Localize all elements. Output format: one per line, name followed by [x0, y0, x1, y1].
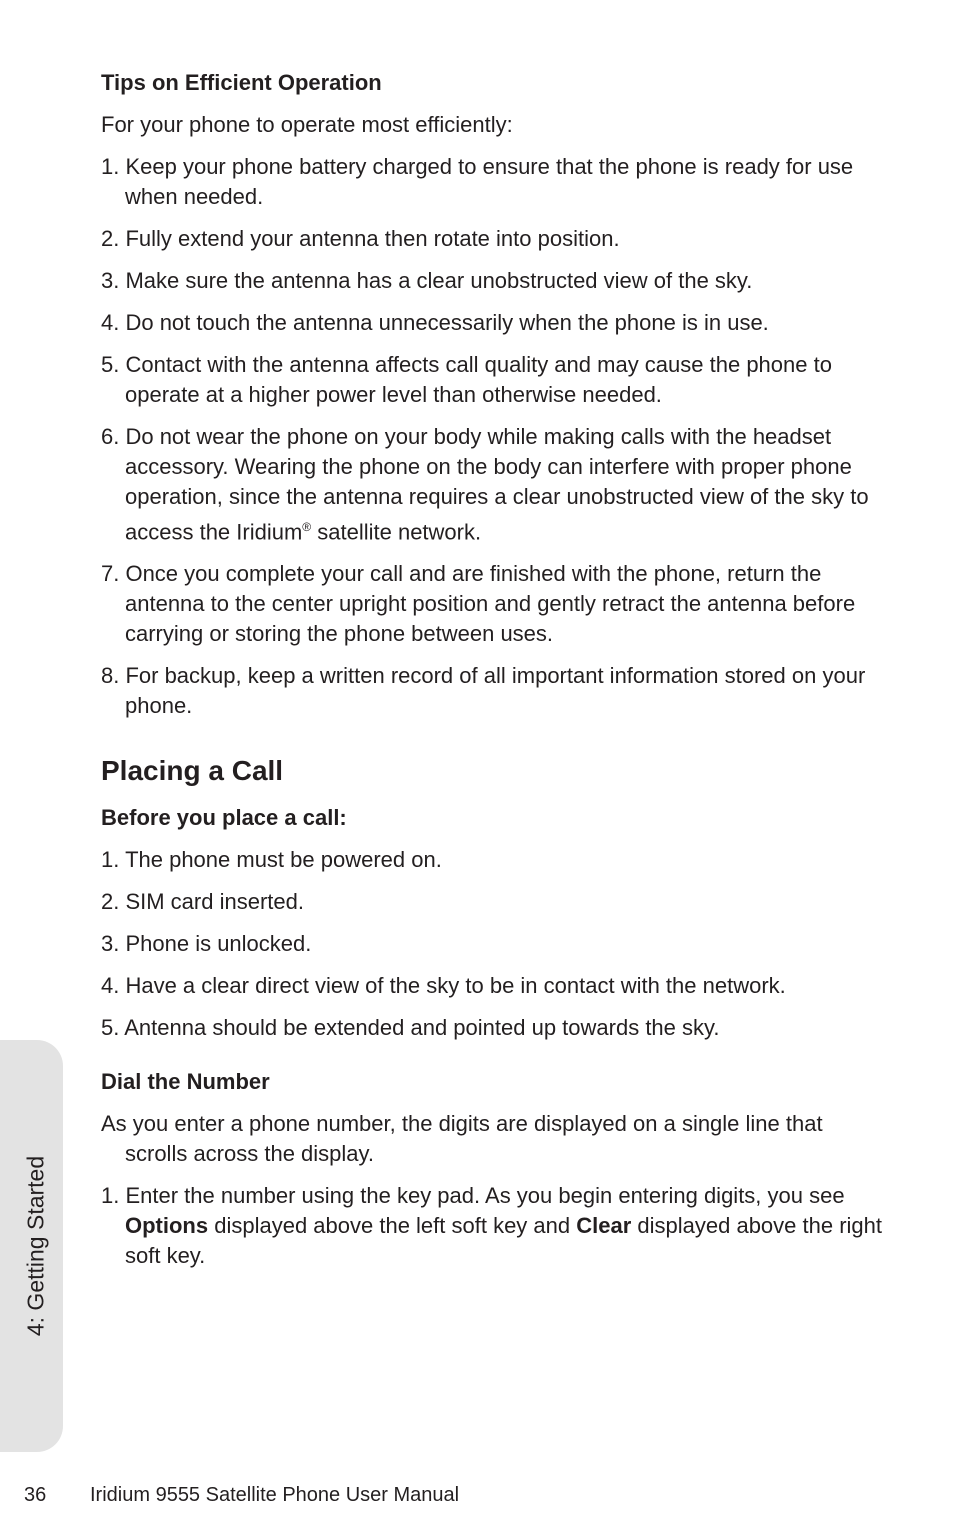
dial-step-1-text-a: 1. Enter the number using the key pad. As you begin entering digits, you see [101, 1183, 845, 1209]
page-number: 36 [24, 1484, 47, 1506]
tips-item-5: 5. Contact with the antenna affects call quality and may cause the phone to operate at a higher power level than otherwise needed. [101, 352, 832, 407]
tips-item-7: 7. Once you complete your call and are finished with the phone, return the antenna to the center upright position and gently retract the antenna before carrying or storing the phone between uses. [101, 561, 856, 647]
tips-item-6 [101, 422, 891, 547]
before-item-3: 3. Phone is unlocked. [101, 931, 312, 957]
dial-step-1-text-b: displayed above the left soft key and [208, 1213, 577, 1239]
document-title: Iridium 9555 Satellite Phone User Manual [90, 1484, 460, 1506]
tips-intro: For your phone to operate most efficiently: [101, 112, 513, 137]
dial-number-heading: Dial the Number [101, 1069, 270, 1095]
tips-heading: Tips on Efficient Operation [101, 70, 382, 95]
before-item-1: 1. The phone must be powered on. [101, 847, 442, 873]
placing-call-heading: Placing a Call [101, 755, 284, 787]
clear-softkey-label: Clear [576, 1213, 632, 1239]
before-item-5: 5. Antenna should be extended and pointed up towards the sky. [101, 1015, 720, 1041]
page-content [101, 68, 891, 1271]
dial-step-1 [101, 1181, 891, 1271]
before-item-2: 2. SIM card inserted. [101, 889, 304, 915]
tips-item-2: 2. Fully extend your antenna then rotate into position. [101, 226, 620, 251]
options-softkey-label: Options [125, 1213, 209, 1239]
tips-item-6-text: 6. Do not wear the phone on your body while making calls with the headset accessory. Wearing the phone on the body can interfere with proper phone operation, since the antenna requires a clear unobstructed view of the sky to access the Iridium [101, 424, 869, 545]
tips-item-6-tail: satellite network. [311, 519, 482, 545]
before-item-4: 4. Have a clear direct view of the sky to be in contact with the network. [101, 973, 786, 999]
before-call-heading: Before you place a call: [101, 805, 347, 831]
tips-item-3: 3. Make sure the antenna has a clear unobstructed view of the sky. [101, 268, 753, 293]
dial-intro: As you enter a phone number, the digits are displayed on a single line that scrolls across the display. [101, 1111, 823, 1167]
chapter-tab-label: 4: Getting Started [22, 1155, 49, 1337]
tips-item-1: 1. Keep your phone battery charged to ensure that the phone is ready for use when needed. [101, 154, 854, 209]
tips-item-8: 8. For backup, keep a written record of all important information stored on your phone. [101, 663, 866, 719]
tips-item-4: 4. Do not touch the antenna unnecessarily when the phone is in use. [101, 310, 769, 335]
registered-mark: ® [302, 520, 312, 534]
dial-step-1-text-c: displayed above the right soft key. [125, 1213, 883, 1269]
